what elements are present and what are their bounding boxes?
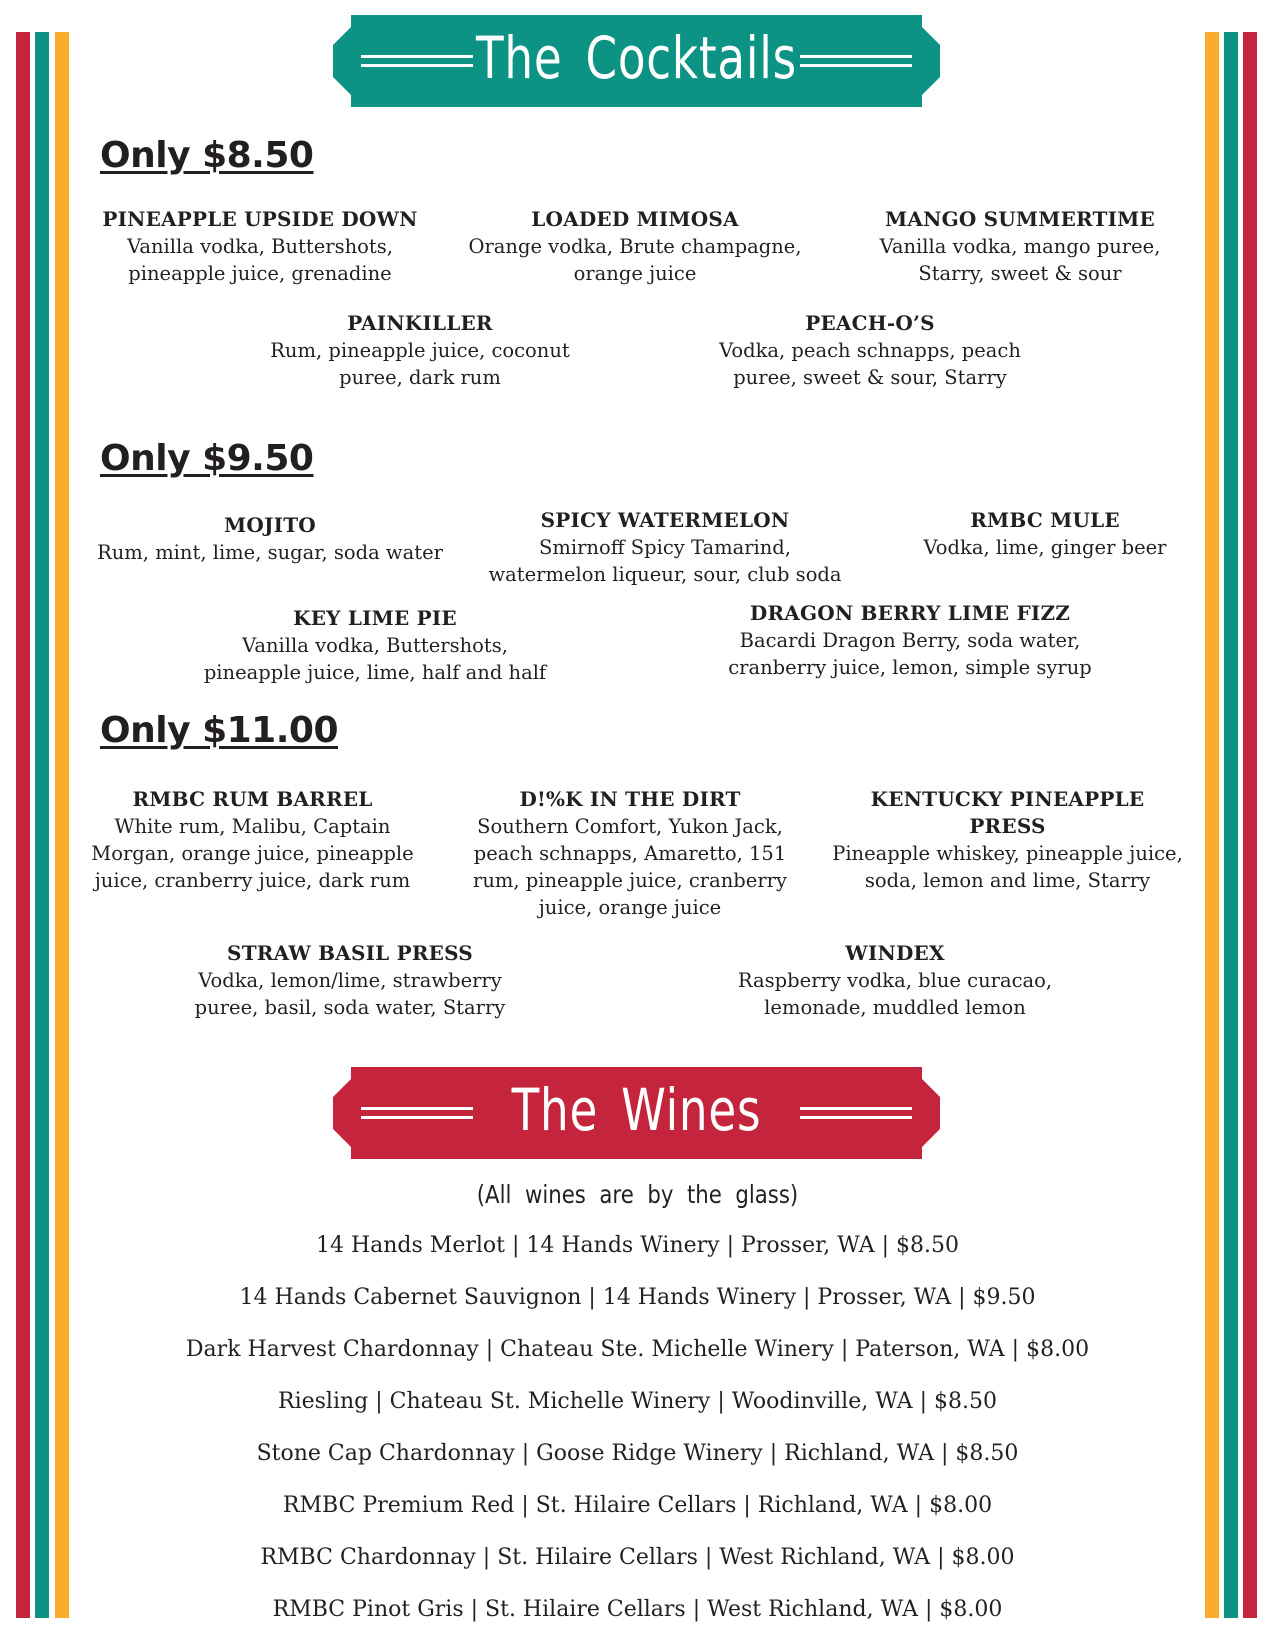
- drink-desc: Southern Comfort, Yukon Jack,: [477, 815, 783, 838]
- drink-spicy-watermelon: [470, 507, 860, 588]
- price-tier-3: Only $11.00: [100, 710, 338, 751]
- wine-item: 14 Hands Merlot | 14 Hands Winery | Prosser, WA | $8.50: [315, 1233, 960, 1258]
- left-stripe-teal: [35, 32, 49, 1618]
- drink-name: SPICY WATERMELON: [540, 508, 790, 532]
- drink-desc: orange juice: [573, 262, 697, 285]
- wine-item: RMBC Chardonnay | St. Hilaire Cellars | West Richland, WA | $8.00: [260, 1545, 1015, 1570]
- drink-desc: Pineapple whiskey, pineapple juice,: [832, 842, 1183, 865]
- drink-name: MANGO SUMMERTIME: [885, 207, 1155, 231]
- drink-name: PEACH-O’S: [805, 311, 935, 335]
- drink-mojito: [80, 512, 460, 566]
- drink-desc: soda, lemon and lime, Starry: [864, 869, 1151, 892]
- drink-name: PRESS: [969, 814, 1046, 838]
- drink-desc: Smirnoff Spicy Tamarind,: [538, 536, 791, 559]
- drink-kentucky-pineapple-press: [815, 786, 1200, 894]
- drink-desc: watermelon liqueur, sour, club soda: [488, 563, 842, 586]
- drink-desc: Vanilla vodka, mango puree,: [879, 235, 1161, 258]
- drink-rmbc-rum-barrel: [75, 786, 430, 894]
- drink-desc: Starry, sweet & sour: [918, 262, 1122, 285]
- drink-desc: Vanilla vodka, Buttershots,: [242, 634, 508, 657]
- drink-desc: Morgan, orange juice, pineapple: [91, 842, 414, 865]
- drink-desc: Bacardi Dragon Berry, soda water,: [739, 629, 1081, 652]
- drink-key-lime-pie: [180, 605, 570, 686]
- drink-desc: lemonade, muddled lemon: [764, 996, 1026, 1019]
- drink-desc: cranberry juice, lemon, simple syrup: [728, 656, 1092, 679]
- wine-item: Riesling | Chateau St. Michelle Winery | Woodinville, WA | $8.50: [278, 1389, 997, 1414]
- drink-desc: Vodka, lemon/lime, strawberry: [198, 969, 502, 992]
- drink-name: KEY LIME PIE: [293, 606, 457, 630]
- drink-desc: juice, cranberry juice, dark rum: [94, 869, 411, 892]
- wine-item: Dark Harvest Chardonnay | Chateau Ste. Michelle Winery | Paterson, WA | $8.00: [185, 1337, 1090, 1362]
- wines-banner: [333, 1067, 940, 1159]
- drink-name: PAINKILLER: [347, 311, 493, 335]
- drink-loaded-mimosa: [455, 206, 815, 287]
- drink-desc: puree, basil, soda water, Starry: [194, 996, 506, 1019]
- drink-desc: puree, sweet & sour, Starry: [733, 366, 1007, 389]
- drink-desc: White rum, Malibu, Captain: [114, 815, 391, 838]
- drink-desc: pineapple juice, grenadine: [128, 262, 392, 285]
- drink-name: WINDEX: [845, 941, 945, 965]
- left-stripe-red: [16, 32, 30, 1618]
- drink-dk-in-the-dirt: [450, 786, 810, 921]
- drink-name: DRAGON BERRY LIME FIZZ: [749, 601, 1071, 625]
- right-stripe-red: [1243, 32, 1257, 1618]
- left-stripe-orange: [55, 32, 69, 1618]
- drink-pineapple-upside-down: [80, 206, 440, 287]
- drink-desc: Rum, pineapple juice, coconut: [270, 339, 570, 362]
- right-stripe-orange: [1205, 32, 1219, 1618]
- drink-name: STRAW BASIL PRESS: [227, 941, 473, 965]
- price-tier-1: Only $8.50: [100, 135, 314, 176]
- drink-desc: Vodka, lime, ginger beer: [923, 536, 1167, 559]
- drink-desc: Rum, mint, lime, sugar, soda water: [97, 541, 443, 564]
- drink-desc: juice, orange juice: [538, 896, 722, 919]
- wine-item: 14 Hands Cabernet Sauvignon | 14 Hands Winery | Prosser, WA | $9.50: [239, 1285, 1036, 1310]
- drink-dragon-berry-lime-fizz: [710, 600, 1110, 681]
- drink-desc: Vanilla vodka, Buttershots,: [127, 235, 393, 258]
- drink-desc: pineapple juice, lime, half and half: [203, 661, 547, 684]
- drink-desc: Raspberry vodka, blue curacao,: [737, 969, 1053, 992]
- right-stripe-teal: [1224, 32, 1238, 1618]
- drink-desc: Vodka, peach schnapps, peach: [719, 339, 1021, 362]
- cocktails-title: The Cocktails: [476, 24, 797, 92]
- wines-subtitle: (All wines are by the glass): [476, 1180, 799, 1209]
- wine-item: Stone Cap Chardonnay | Goose Ridge Winery | Richland, WA | $8.50: [256, 1441, 1019, 1466]
- drink-desc: Orange vodka, Brute champagne,: [468, 235, 802, 258]
- wine-item: RMBC Pinot Gris | St. Hilaire Cellars | West Richland, WA | $8.00: [272, 1597, 1003, 1622]
- drink-name: MOJITO: [224, 513, 316, 537]
- cocktails-banner: [333, 15, 940, 107]
- drink-name: KENTUCKY PINEAPPLE: [870, 787, 1145, 811]
- drink-painkiller: [240, 310, 600, 391]
- drink-mango-summertime: [840, 206, 1200, 287]
- drink-desc: rum, pineapple juice, cranberry: [473, 869, 787, 892]
- drink-name: RMBC RUM BARREL: [132, 787, 373, 811]
- drink-windex: [715, 940, 1075, 1021]
- wine-item: RMBC Premium Red | St. Hilaire Cellars | Richland, WA | $8.00: [282, 1493, 993, 1518]
- drink-name: D!%K IN THE DIRT: [519, 787, 741, 811]
- drink-name: PINEAPPLE UPSIDE DOWN: [102, 207, 418, 231]
- wines-title: The Wines: [511, 1076, 762, 1144]
- drink-peach-os: [680, 310, 1060, 391]
- drink-straw-basil-press: [170, 940, 530, 1021]
- drink-name: LOADED MIMOSA: [531, 207, 739, 231]
- drink-desc: peach schnapps, Amaretto, 151: [473, 842, 787, 865]
- price-tier-2: Only $9.50: [100, 438, 314, 479]
- drink-desc: puree, dark rum: [339, 366, 501, 389]
- drink-name: RMBC MULE: [970, 508, 1120, 532]
- drink-rmbc-mule: [885, 507, 1205, 561]
